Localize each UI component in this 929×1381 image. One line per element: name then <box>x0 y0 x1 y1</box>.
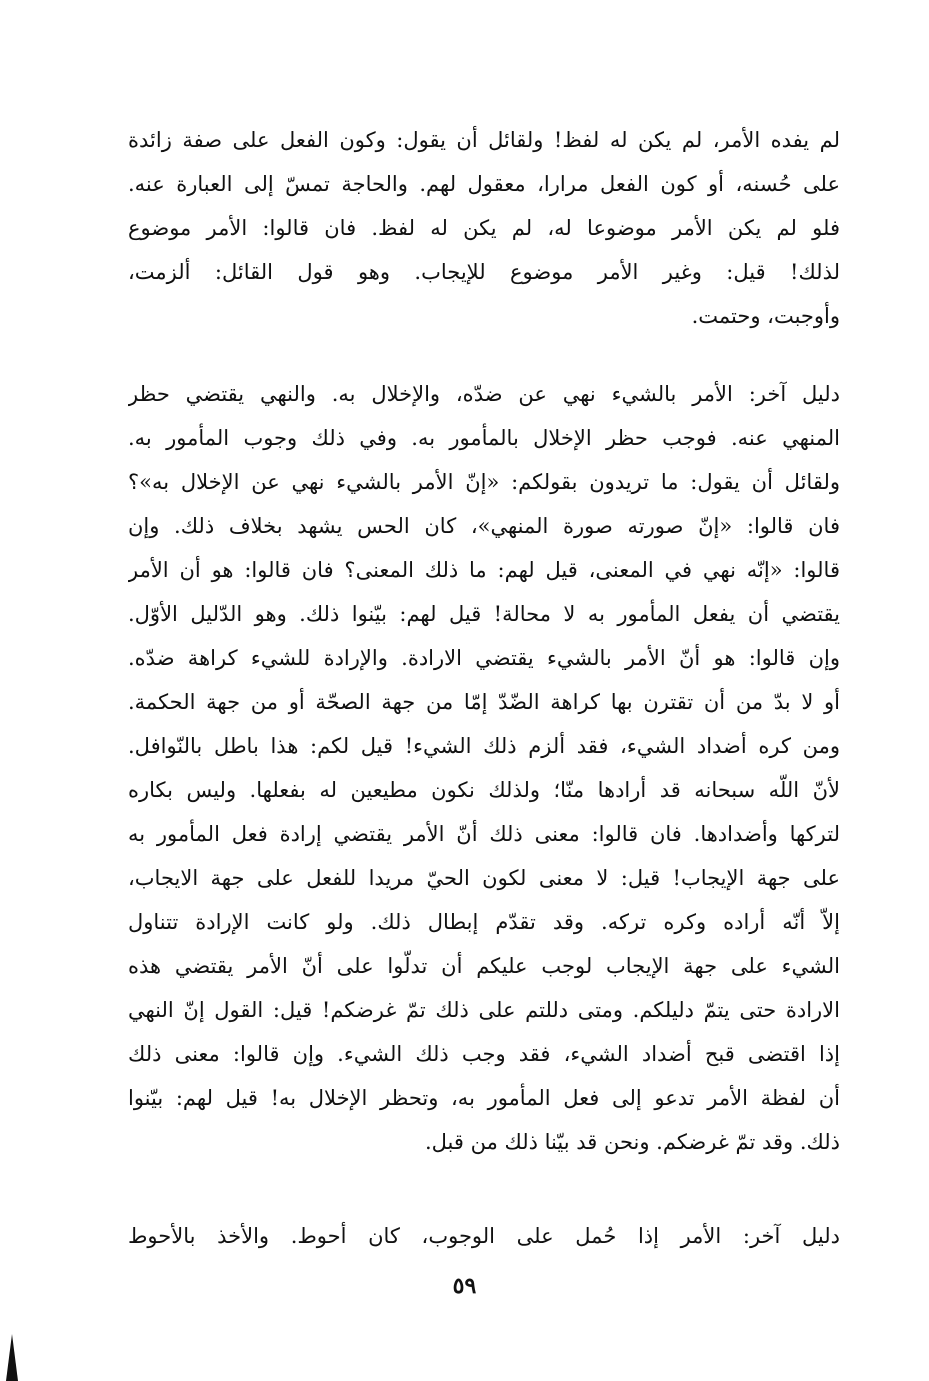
text-line: إذا اقتضى قبح أضداد الشيء، فقد وجب ذلك الشيء. وإن قالوا: معنى ذلك <box>128 1042 840 1066</box>
text-line: أو لا بدّ من أن تقترن بها كراهة الضّدّ إمّا من جهة الصحّة أو من جهة الحكمة. <box>128 690 840 714</box>
text-line: المنهي عنه. فوجب حظر الإخلال بالمأمور به. وفي ذلك وجوب المأمور به. <box>128 426 840 450</box>
paragraph-2 <box>128 372 840 1164</box>
paragraph-3 <box>128 1214 840 1258</box>
text-line: الارادة حتى يتمّ دليلكم. ومتى دللتم على ذلك تمّ غرضكم! قيل: القول إنّ النهي <box>128 998 840 1022</box>
text-line: ومن كره أضداد الشيء، فقد ألزم ذلك الشيء! قيل لكم: هذا باطل بالنّوافل. <box>128 734 840 758</box>
text-line: لذلك! قيل: وغير الأمر موضوع للإيجاب. وهو قول القائل: ألزمت، <box>128 260 840 284</box>
paragraph-1 <box>128 118 840 338</box>
text-line: وإن قالوا: هو أنّ الأمر بالشيء يقتضي الارادة. والإرادة للشيء كراهة ضدّه. <box>128 646 840 670</box>
text-line: إلاّ أنّه أراده وكره تركه. وقد تقدّم إبطال ذلك. ولو كانت الإرادة تتناول <box>128 910 840 934</box>
text-line: لتركها وأضدادها. فان قالوا: معنى ذلك أنّ الأمر يقتضي إرادة فعل المأمور به <box>128 822 840 846</box>
scan-edge-mark <box>6 1334 18 1381</box>
text-line: يقتضي أن يفعل المأمور به لا محالة! قيل لهم: بيّنوا ذلك. وهو الدّليل الأوّل. <box>128 602 840 626</box>
page-number: ٥٩ <box>452 1273 477 1299</box>
text-line: دليل آخر: الأمر بالشيء نهي عن ضدّه، والإخلال به. والنهي يقتضي حظر <box>128 382 840 406</box>
text-line: لم يفده الأمر، لم يكن له لفظ! ولقائل أن يقول: وكون الفعل على صفة زائدة <box>128 128 840 152</box>
text-line: ذلك. وقد تمّ غرضكم. ونحن قد بيّنا ذلك من قبل. <box>424 1130 840 1154</box>
text-line: لأنّ اللّه سبحانه قد أرادها منّا؛ ولذلك نكون مطيعين له بفعلها. وليس بكاره <box>128 778 840 802</box>
text-line: الشيء على جهة الإيجاب لوجب عليكم أن تدلّوا على أنّ الأمر يقتضي هذه <box>128 954 840 978</box>
text-line: أن لفظة الأمر تدعو إلى فعل المأمور به، وتحظر الإخلال به! قيل لهم: بيّنوا <box>128 1086 840 1110</box>
text-line: على جهة الإيجاب! قيل: لا معنى لكون الحيّ مريدا للفعل على جهة الايجاب، <box>128 866 840 890</box>
text-line: ولقائل أن يقول: ما تريدون بقولكم: «إنّ الأمر بالشيء نهي عن الإخلال به»؟ <box>128 470 840 494</box>
text-line: قالوا: «إنّه نهي في المعنى، قيل لهم: ما ذلك المعنى؟ فان قالوا: هو أن الأمر <box>128 558 840 582</box>
text-line: وأوجبت، وحتمت. <box>691 304 840 328</box>
text-line: دليل آخر: الأمر إذا حُمل على الوجوب، كان أحوط. والأخذ بالأحوط <box>128 1224 840 1248</box>
text-line: فان قالوا: «إنّ صورته صورة المنهي»، كان الحس يشهد بخلاف ذلك. وإن <box>128 514 840 538</box>
text-line: فلو لم يكن الأمر موضوعا له، لم يكن له لفظ. فان قالوا: الأمر موضوع <box>128 216 840 240</box>
text-line: على حُسنه، أو كون الفعل مرارا، معقول لهم. والحاجة تمسّ إلى العبارة عنه. <box>128 172 840 196</box>
